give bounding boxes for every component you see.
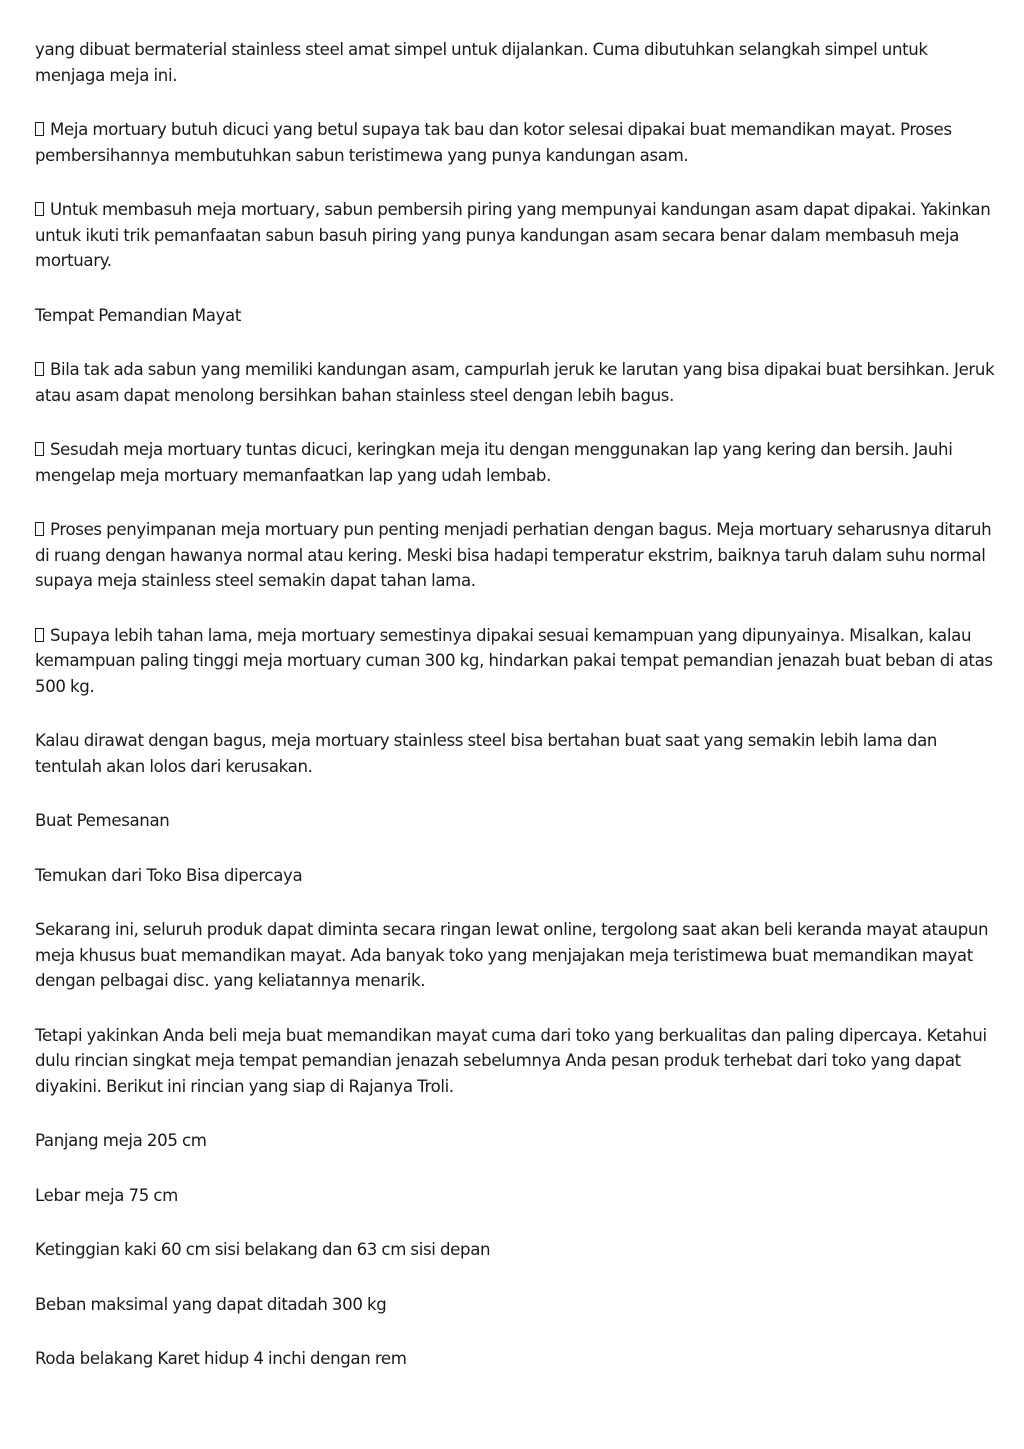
section-heading (35, 863, 995, 889)
bullet-paragraph (35, 517, 995, 594)
section-heading (35, 808, 995, 834)
paragraph (35, 728, 995, 779)
bullet-paragraph (35, 357, 995, 408)
paragraph-text: Temukan dari Toko Bisa dipercaya (35, 865, 303, 885)
bullet-box-icon (35, 442, 44, 456)
bullet-box-icon (35, 628, 44, 642)
paragraph-text: Beban maksimal yang dapat ditadah 300 kg (35, 1294, 387, 1314)
paragraph-text: Tempat Pemandian Mayat (35, 305, 242, 325)
bullet-box-icon (35, 202, 44, 216)
bullet-box-icon (35, 362, 44, 376)
section-heading (35, 303, 995, 329)
spec-line (35, 1237, 995, 1263)
bullet-paragraph (35, 197, 995, 274)
paragraph-text: Kalau dirawat dengan bagus, meja mortuary stainless steel bisa bertahan buat saat yang semakin lebih lama dan tentulah akan lolos dari kerusakan. (35, 731, 938, 776)
paragraph (35, 37, 995, 88)
paragraph-text: Roda belakang Karet hidup 4 inchi dengan rem (35, 1349, 407, 1368)
spec-line (35, 1346, 995, 1372)
document-body (35, 37, 995, 1372)
paragraph-text: Tetapi yakinkan Anda beli meja buat memandikan mayat cuma dari toko yang berkualitas dan paling dipercaya. Ketahui dulu rincian singkat meja tempat pemandian jenazah sebelumnya Anda pesan produk terhebat dari toko yang dapat diyakini. Berikut ini rincian yang siap di Rajanya Troli. (35, 1025, 987, 1096)
paragraph-text: Buat Pemesanan (35, 811, 170, 830)
bullet-box-icon (35, 122, 44, 136)
paragraph (35, 917, 995, 994)
paragraph-text: Sesudah meja mortuary tuntas dicuci, keringkan meja itu dengan menggunakan lap yang kering dan bersih. Jauhi mengelap meja mortuary memanfaatkan lap yang udah lembab. (35, 440, 953, 485)
bullet-box-icon (35, 522, 44, 536)
paragraph-text: Sekarang ini, seluruh produk dapat diminta secara ringan lewat online, tergolong saat akan beli keranda mayat ataupun meja khusus buat memandikan mayat. Ada banyak toko yang menjajakan meja teristimewa buat memandikan mayat dengan pelbagai disc. yang keliatannya menarik. (35, 920, 989, 990)
spec-line (35, 1128, 995, 1154)
paragraph-text: Proses penyimpanan meja mortuary pun penting menjadi perhatian dengan bagus. Meja mortuary seharusnya ditaruh di ruang dengan hawanya normal atau kering. Meski bisa hadapi temperatur ekstrim, baiknya taruh dalam suhu normal supaya meja stainless steel semakin dapat tahan lama. (35, 520, 992, 590)
paragraph-text: Ketinggian kaki 60 cm sisi belakang dan 63 cm sisi depan (35, 1240, 491, 1259)
spec-line (35, 1183, 995, 1209)
bullet-paragraph (35, 437, 995, 488)
paragraph-text: Untuk membasuh meja mortuary, sabun pembersih piring yang mempunyai kandungan asam dapat dipakai. Yakinkan untuk ikuti trik pemanfaatan sabun basuh piring yang punya kandungan asam secara benar dalam membasuh meja mortuary. (35, 200, 991, 270)
paragraph-text: Supaya lebih tahan lama, meja mortuary semestinya dipakai sesuai kemampuan yang dipunyainya. Misalkan, kalau kemampuan paling tinggi meja mortuary cuman 300 kg, hindarkan pakai tempat pemandian jenazah buat beban di atas 500 kg. (35, 625, 993, 696)
paragraph-text: Meja mortuary butuh dicuci yang betul supaya tak bau dan kotor selesai dipakai buat memandikan mayat. Proses pembersihannya membutuhkan sabun teristimewa yang punya kandungan asam. (35, 120, 952, 165)
bullet-paragraph (35, 117, 995, 168)
paragraph-text: Panjang meja 205 cm (35, 1131, 207, 1150)
paragraph (35, 1023, 995, 1100)
paragraph-text: yang dibuat bermaterial stainless steel amat simpel untuk dijalankan. Cuma dibutuhkan selangkah simpel untuk menjaga meja ini. (35, 40, 928, 85)
spec-line (35, 1292, 995, 1318)
paragraph-text: Lebar meja 75 cm (35, 1185, 178, 1205)
paragraph-text: Bila tak ada sabun yang memiliki kandungan asam, campurlah jeruk ke larutan yang bisa dipakai buat bersihkan. Jeruk atau asam dapat menolong bersihkan bahan stainless steel dengan lebih bagus. (35, 360, 995, 405)
bullet-paragraph (35, 623, 995, 700)
